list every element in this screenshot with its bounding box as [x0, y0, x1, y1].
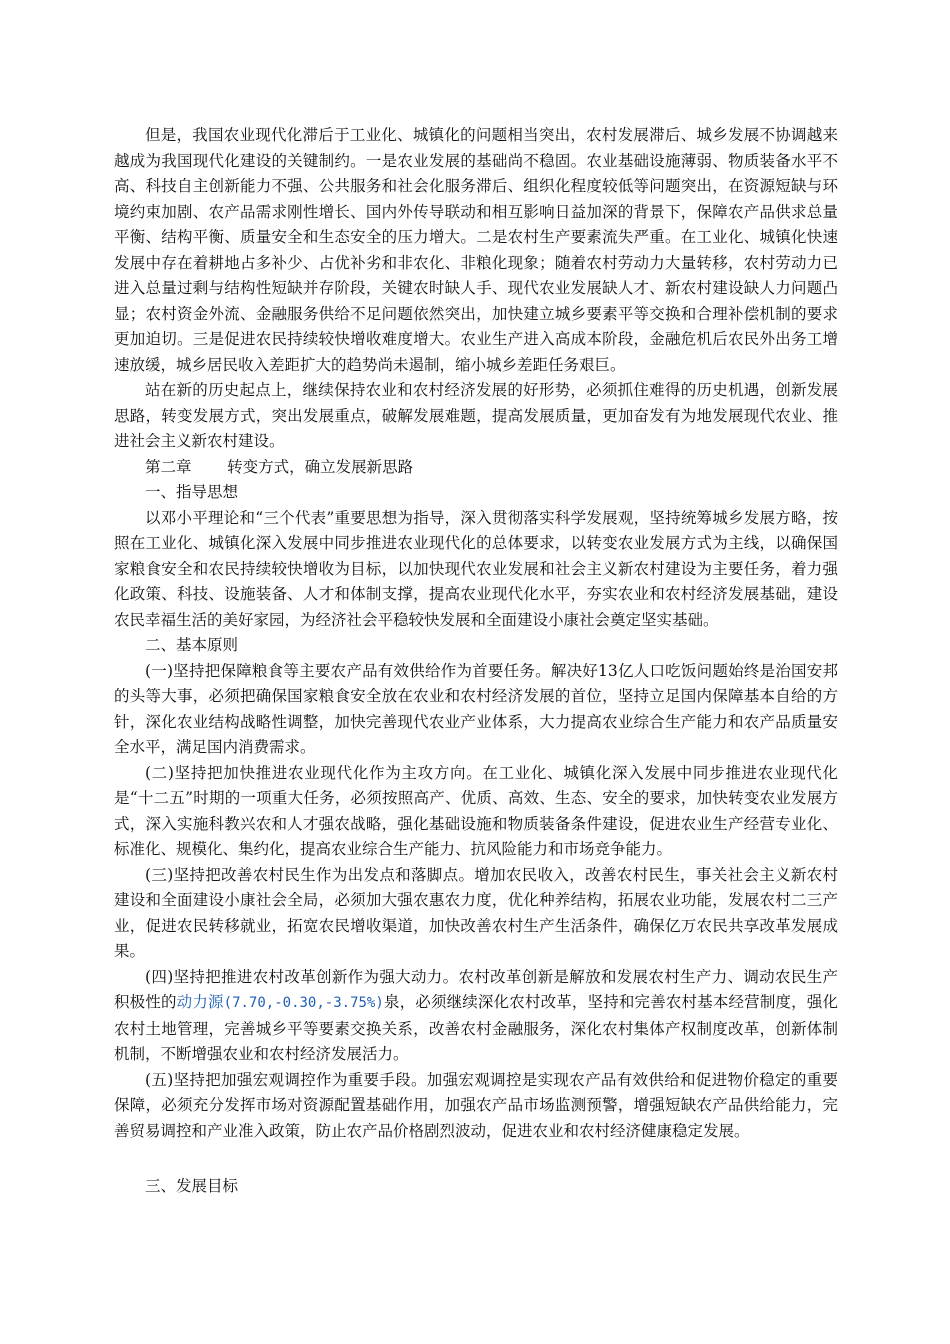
chapter-number: 第二章	[145, 457, 192, 476]
principle-4-text-start: (四)坚持把推进农村改革创新作为强大动力。农村改革创新是解放和发展农村生产力、调动农民生产积极性的	[114, 967, 838, 1011]
document-body	[114, 123, 838, 1200]
section-title-guiding-ideology: 一、指导思想	[145, 483, 239, 501]
paragraph-principle-1: (一)坚持把保障粮食等主要农产品有效供给作为首要任务。解决好13亿人口吃饭问题始终是治国安邦的头等大事，必须把确保国家粮食安全放在农业和农村经济发展的首位，坚持立足国内保障基本自给的方针，深化农业结构战略性调整，加快完善现代农业产业体系，大力提高农业综合生产能力和农产品质量安全水平，满足国内消费需求。	[114, 661, 838, 756]
paragraph-principle-5: (五)坚持把加强宏观调控作为重要手段。加强宏观调控是实现农产品有效供给和促进物价稳定的重要保障，必须充分发挥市场对资源配置基础作用，加强农产品市场监测预警，增强短缺农产品供给能力，完善贸易调控和产业准入政策，防止农产品价格剧烈波动，促进农业和农村经济健康稳定发展。	[114, 1070, 838, 1140]
section-title-basic-principles: 二、基本原则	[145, 636, 239, 654]
paragraph-principle-4	[114, 965, 838, 1068]
section-title-development-goals: 三、发展目标	[145, 1177, 239, 1195]
paragraph-spacer	[114, 1144, 838, 1174]
chapter-title: 转变方式，确立发展新思路	[227, 457, 414, 476]
principle-4-text-end: 泉，必须继续深化农村改革，坚持和完善农村基本经营制度，强化农村土地管理，完善城乡平等要素交换关系，改善农村金融服务，深化农村集体产权制度改革，创新体制机制，不断增强农业和农村经济发展活力。	[114, 993, 838, 1063]
paragraph-principle-3: (三)坚持把改善农村民生作为出发点和落脚点。增加农民收入，改善农村民生，事关社会主义新农村建设和全面建设小康社会全局，必须加大强农惠农力度，优化种养结构，拓展农业功能，发展农村二三产业，促进农民转移就业，拓宽农民增收渠道，加快改善农村生产生活条件，确保亿万农民共享改革发展成果。	[114, 865, 838, 960]
chapter-heading	[114, 455, 838, 481]
power-source-link[interactable]: 动力源	[176, 993, 224, 1011]
paragraph-new-starting-point: 站在新的历史起点上，继续保持农业和农村经济发展的好形势，必须抓住难得的历史机遇，创新发展思路，转变发展方式，突出发展重点，破解发展难题，提高发展质量，更加奋发有为地发展现代农业、推进社会主义新农村建设。	[114, 381, 838, 450]
paragraph-modernization-lag: 但是，我国农业现代化滞后于工业化、城镇化的问题相当突出，农村发展滞后、城乡发展不协调越来越成为我国现代化建设的关键制约。一是农业发展的基础尚不稳固。农业基础设施薄弱、物质装备水平不高、科技自主创新能力不强、公共服务和社会化服务滞后、组织化程度较低等问题突出，在资源短缺与环境约束加剧、农产品需求刚性增长、国内外传导联动和相互影响日益加深的背景下，保障农产品供求总量平衡、结构平衡、质量安全和生态安全的压力增大。二是农村生产要素流失严重。在工业化、城镇化快速发展中存在着耕地占多补少、占优补劣和非农化、非粮化现象；随着农村劳动力大量转移，农村劳动力已进入总量过剩与结构性短缺并存阶段，关键农时缺人手、现代农业发展缺人才、新农村建设缺人力问题凸显；农村资金外流、金融服务供给不足问题依然突出，加快建立城乡要素平等交换和合理补偿机制的要求更加迫切。三是促进农民持续较快增收难度增大。农业生产进入高成本阶段，金融危机后农民外出务工增速放缓，城乡居民收入差距扩大的趋势尚未遏制，缩小城乡差距任务艰巨。	[114, 126, 838, 374]
power-source-figures: (7.70,-0.30,-3.75%)	[223, 995, 384, 1011]
paragraph-principle-2: (二)坚持把加快推进农业现代化作为主攻方向。在工业化、城镇化深入发展中同步推进农业现代化是“十二五”时期的一项重大任务，必须按照高产、优质、高效、生态、安全的要求，加快转变农业发展方式，深入实施科教兴农和人才强农战略，强化基础设施和物质装备条件建设，促进农业生产经营专业化、标准化、规模化、集约化，提高农业综合生产能力、抗风险能力和市场竞争能力。	[114, 763, 838, 858]
paragraph-guiding-ideology: 以邓小平理论和“三个代表”重要思想为指导，深入贯彻落实科学发展观，坚持统筹城乡发展方略，按照在工业化、城镇化深入发展中同步推进农业现代化的总体要求，以转变农业发展方式为主线，以确保国家粮食安全和农民持续较快增收为目标，以加快现代农业发展和社会主义新农村建设为主要任务，着力强化政策、科技、设施装备、人才和体制支撑，提高农业现代化水平，夯实农业和农村经济发展基础，建设农民幸福生活的美好家园，为经济社会平稳较快发展和全面建设小康社会奠定坚实基础。	[114, 508, 838, 629]
